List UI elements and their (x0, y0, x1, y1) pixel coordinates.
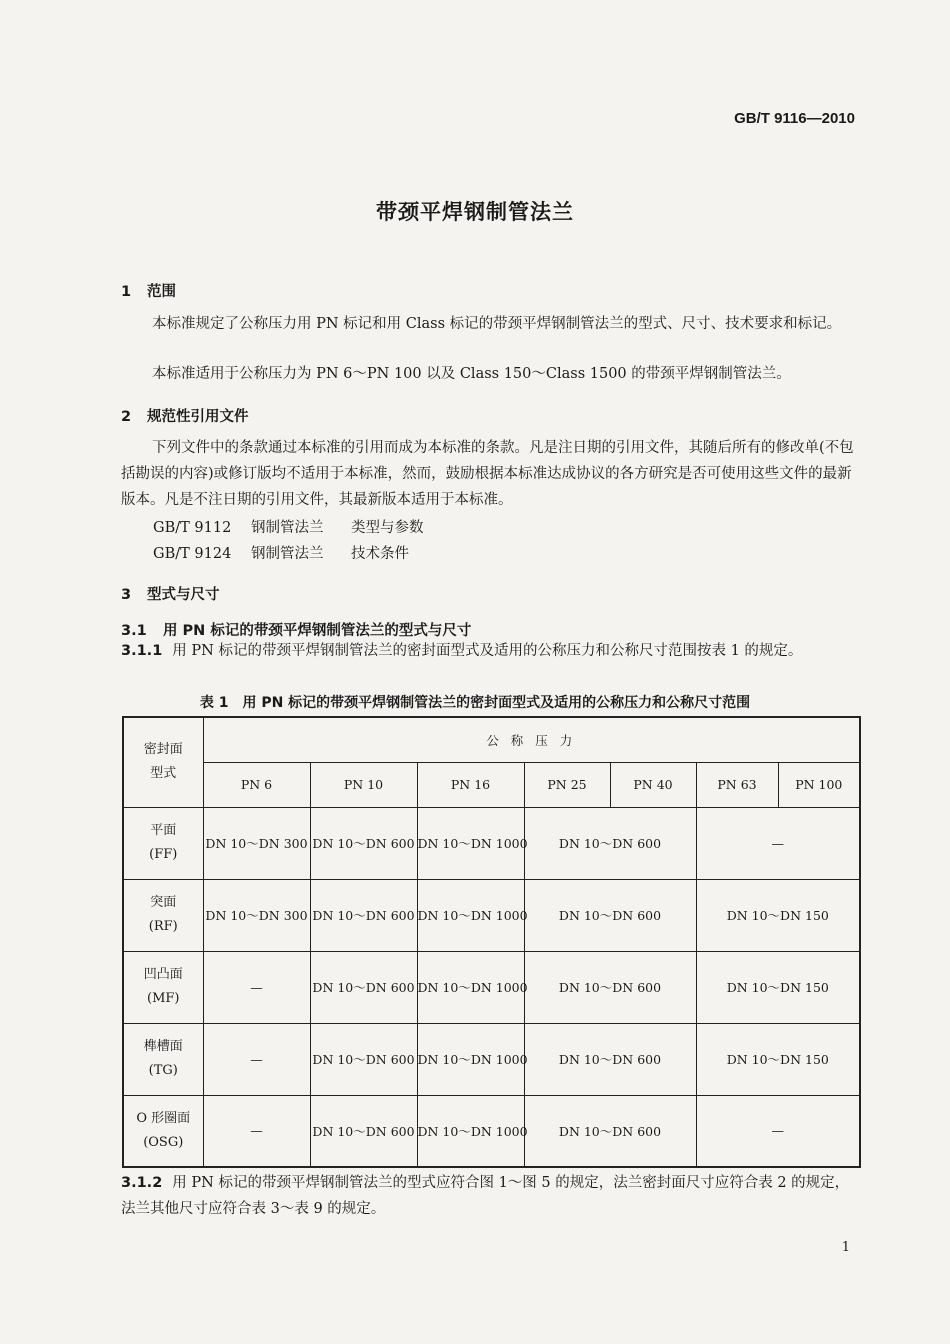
cell-pn10: DN 10～DN 600 (310, 1095, 417, 1167)
cell-pn25-40: DN 10～DN 600 (524, 879, 696, 951)
clause-number: 3.1.1 (121, 643, 163, 659)
clause-text: 用 PN 标记的带颈平焊钢制管法兰的密封面型式及适用的公称压力和公称尺寸范围按表 1 的规定。 (172, 643, 803, 659)
row-label (123, 807, 203, 879)
cell-pn25-40: DN 10～DN 600 (524, 807, 696, 879)
standard-code: GB/T 9116—2010 (734, 110, 855, 127)
cell-pn25-40: DN 10～DN 600 (524, 951, 696, 1023)
normative-reference (153, 516, 424, 537)
seal-face-code: (TG) (148, 1063, 178, 1078)
section-2-heading (121, 405, 249, 426)
cell-pn16: DN 10～DN 1000 (417, 1095, 524, 1167)
cell-pn63-100: DN 10～DN 150 (696, 1023, 860, 1095)
table-row (123, 1095, 860, 1167)
page-number: 1 (841, 1240, 850, 1255)
section-title: 规范性引用文件 (147, 409, 249, 425)
header-pn25: PN 25 (524, 762, 610, 807)
cell-pn6: — (203, 1095, 310, 1167)
cell-pn10: DN 10～DN 600 (310, 879, 417, 951)
section-1-paragraph-1: 本标准规定了公称压力用 PN 标记和用 Class 标记的带颈平焊钢制管法兰的型式、尺寸、技术要求和标记。 (152, 316, 842, 332)
header-pn16: PN 16 (417, 762, 524, 807)
header-seal-face-type (123, 717, 203, 807)
seal-face-code: (OSG) (143, 1134, 184, 1150)
cell-pn16: DN 10～DN 1000 (417, 807, 524, 879)
section-number: 3 (121, 587, 132, 603)
cell-pn63-100: — (696, 1095, 860, 1167)
section-number: 2 (121, 409, 132, 425)
section-title: 范围 (147, 284, 176, 300)
header-pn10: PN 10 (310, 762, 417, 807)
section-2-paragraph-1: 下列文件中的条款通过本标准的引用而成为本标准的条款。凡是注日期的引用文件，其随后所有的修改单(不包括勘误的内容)或修订版均不适用于本标准，然而，鼓励根据本标准达成协议的各方研究是否可使用这些文件的最新版本。凡是不注日期的引用文件，其最新版本适用于本标准。 (121, 440, 854, 508)
reference-name: 钢制管法兰 (251, 520, 324, 536)
table-row (123, 1023, 860, 1095)
section-1-paragraph-2: 本标准适用于公称压力为 PN 6～PN 100 以及 Class 150～Class 1500 的带颈平焊钢制管法兰。 (152, 366, 791, 382)
cell-pn63-100: — (696, 807, 860, 879)
seal-face-name: O 形圈面 (136, 1110, 191, 1126)
table-row (123, 951, 860, 1023)
section-title: 用 PN 标记的带颈平焊钢制管法兰的型式与尺寸 (163, 623, 472, 639)
section-3-heading (121, 583, 220, 604)
cell-pn16: DN 10～DN 1000 (417, 1023, 524, 1095)
cell-pn63-100: DN 10～DN 150 (696, 879, 860, 951)
seal-face-code: (MF) (147, 991, 180, 1006)
section-number: 1 (121, 284, 132, 300)
header-pn100: PN 100 (778, 762, 860, 807)
table-1-caption: 表 1 用 PN 标记的带颈平焊钢制管法兰的密封面型式及适用的公称压力和公称尺寸范围 (199, 695, 751, 711)
reference-code: GB/T 9124 (153, 546, 232, 562)
cell-pn10: DN 10～DN 600 (310, 807, 417, 879)
header-pn6: PN 6 (203, 762, 310, 807)
cell-pn10: DN 10～DN 600 (310, 951, 417, 1023)
seal-face-name: 凹凸面 (143, 967, 183, 982)
row-label (123, 951, 203, 1023)
reference-desc: 技术条件 (351, 546, 409, 562)
cell-pn25-40: DN 10～DN 600 (524, 1023, 696, 1095)
normative-reference (153, 542, 409, 563)
seal-face-code: (RF) (148, 919, 178, 934)
header-pn40: PN 40 (610, 762, 696, 807)
document-title: 带颈平焊钢制管法兰 (376, 200, 574, 224)
cell-pn6: DN 10～DN 300 (203, 807, 310, 879)
cell-pn6: — (203, 951, 310, 1023)
section-1-heading (121, 280, 176, 301)
cell-pn16: DN 10～DN 1000 (417, 951, 524, 1023)
cell-pn63-100: DN 10～DN 150 (696, 951, 860, 1023)
header-pn63: PN 63 (696, 762, 778, 807)
row-label (123, 1095, 203, 1167)
table-row (123, 807, 860, 879)
cell-pn25-40: DN 10～DN 600 (524, 1095, 696, 1167)
cell-pn16: DN 10～DN 1000 (417, 879, 524, 951)
cell-pn6: — (203, 1023, 310, 1095)
header-nominal-pressure: 公 称 压 力 (203, 717, 860, 762)
seal-face-name: 突面 (150, 895, 177, 910)
section-title: 型式与尺寸 (147, 587, 220, 603)
table-row (123, 879, 860, 951)
seal-face-name: 平面 (150, 823, 177, 838)
section-3-1-heading (121, 619, 471, 640)
header-text: 型式 (150, 766, 177, 782)
reference-name: 钢制管法兰 (251, 546, 324, 562)
clause-3-1-2 (121, 1170, 861, 1222)
clause-number: 3.1.2 (121, 1175, 163, 1191)
clause-text: 用 PN 标记的带颈平焊钢制管法兰的型式应符合图 1～图 5 的规定，法兰密封面尺寸应符合表 2 的规定，法兰其他尺寸应符合表 3～表 9 的规定。 (121, 1175, 850, 1217)
cell-pn10: DN 10～DN 600 (310, 1023, 417, 1095)
table-1 (122, 716, 861, 1168)
section-number: 3.1 (121, 623, 147, 639)
cell-pn6: DN 10～DN 300 (203, 879, 310, 951)
reference-code: GB/T 9112 (153, 520, 232, 536)
row-label (123, 879, 203, 951)
seal-face-name: 榫槽面 (143, 1039, 183, 1054)
reference-desc: 类型与参数 (351, 520, 424, 536)
row-label (123, 1023, 203, 1095)
header-text: 密封面 (143, 742, 183, 758)
seal-face-code: (FF) (149, 847, 178, 862)
clause-3-1-1 (121, 638, 861, 664)
